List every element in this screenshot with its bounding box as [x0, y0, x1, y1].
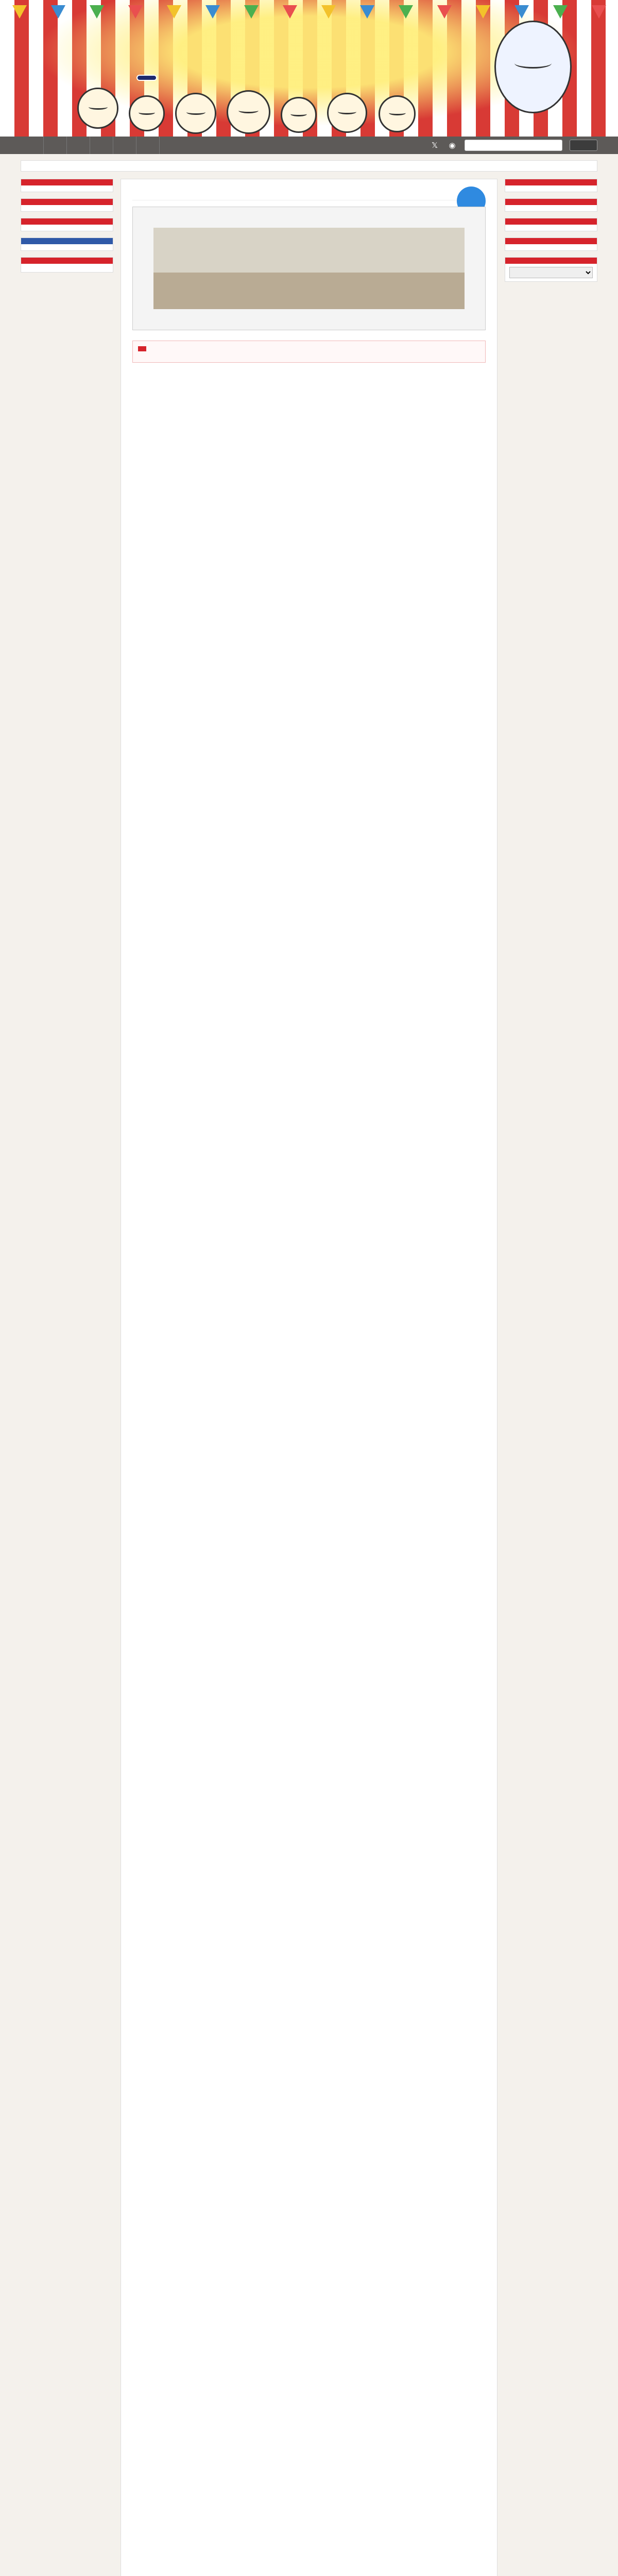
recent-box — [505, 218, 597, 231]
inbound-ranking-title — [21, 258, 113, 264]
search-input[interactable] — [465, 140, 562, 151]
flag-icon — [244, 5, 259, 19]
inbound-ranking-box — [21, 257, 113, 273]
character-illustration — [129, 95, 165, 131]
antenna-list — [21, 244, 113, 250]
flag-icon — [514, 5, 529, 19]
main-article — [121, 179, 497, 2576]
x-icon[interactable]: 𝕏 — [431, 141, 438, 150]
weekly-popular-list — [21, 225, 113, 231]
flag-icon — [437, 5, 452, 19]
flag-icon — [167, 5, 181, 19]
character-illustration — [227, 90, 270, 134]
notice-title — [505, 199, 597, 205]
archive-select[interactable] — [509, 267, 593, 278]
left-sidebar — [21, 179, 113, 279]
recommend-title — [21, 179, 113, 185]
recent-title — [505, 218, 597, 225]
nav-item-headline[interactable] — [90, 137, 113, 154]
flag-icon — [283, 5, 297, 19]
recent-list — [505, 225, 597, 231]
antenna-box — [21, 238, 113, 251]
category-box — [505, 238, 597, 251]
recommend-list — [21, 185, 113, 192]
flag-icon — [399, 5, 413, 19]
archive-title — [505, 258, 597, 264]
page-layout — [21, 179, 597, 2576]
flag-icon — [128, 5, 143, 19]
archive-body — [505, 264, 597, 281]
rss-panel — [21, 160, 597, 172]
character-illustration — [175, 93, 216, 134]
character-illustration — [281, 97, 317, 133]
ranking-title — [138, 346, 146, 351]
flag-icon — [205, 5, 220, 19]
about-text — [505, 185, 597, 192]
site-url-banner — [136, 75, 157, 81]
rss-icon[interactable]: ◉ — [449, 141, 456, 150]
category-list — [505, 244, 597, 250]
mascot-illustration — [494, 21, 572, 113]
flag-icon — [553, 5, 568, 19]
flag-icon — [51, 5, 65, 19]
about-box — [505, 179, 597, 192]
character-illustration — [77, 88, 118, 129]
nav-item-open2ch[interactable] — [113, 137, 136, 154]
today-popular-box — [21, 198, 113, 212]
main-nav — [0, 137, 618, 154]
search-button[interactable] — [570, 140, 597, 151]
right-sidebar — [505, 179, 597, 288]
nav-right — [430, 140, 597, 151]
nav-item-recommend[interactable] — [21, 137, 44, 154]
flag-icon — [90, 5, 104, 19]
about-title — [505, 179, 597, 185]
flag-icon — [592, 5, 606, 19]
site-header — [0, 0, 618, 137]
flag-icon — [476, 5, 490, 19]
today-popular-title — [21, 199, 113, 205]
article-thumbnail — [132, 207, 486, 330]
ranking-box — [132, 341, 486, 363]
character-illustration — [379, 95, 416, 132]
inbound-ranking-body — [21, 264, 113, 272]
nav-item-blogger-ranking[interactable] — [67, 137, 90, 154]
archive-box — [505, 257, 597, 282]
notice-text — [505, 205, 597, 211]
category-title — [505, 238, 597, 244]
flag-icon — [321, 5, 336, 19]
flag-icon — [12, 5, 27, 19]
weekly-popular-title — [21, 218, 113, 225]
article-meta — [132, 194, 486, 200]
character-illustration — [327, 93, 367, 133]
weekly-popular-box — [21, 218, 113, 231]
flag-icon — [360, 5, 374, 19]
thumbnail-image — [153, 228, 465, 309]
today-popular-list — [21, 205, 113, 211]
antenna-title — [21, 238, 113, 244]
recommend-box — [21, 179, 113, 192]
notice-box — [505, 198, 597, 212]
nav-item-about[interactable] — [136, 137, 160, 154]
nav-item-antenna[interactable] — [44, 137, 67, 154]
